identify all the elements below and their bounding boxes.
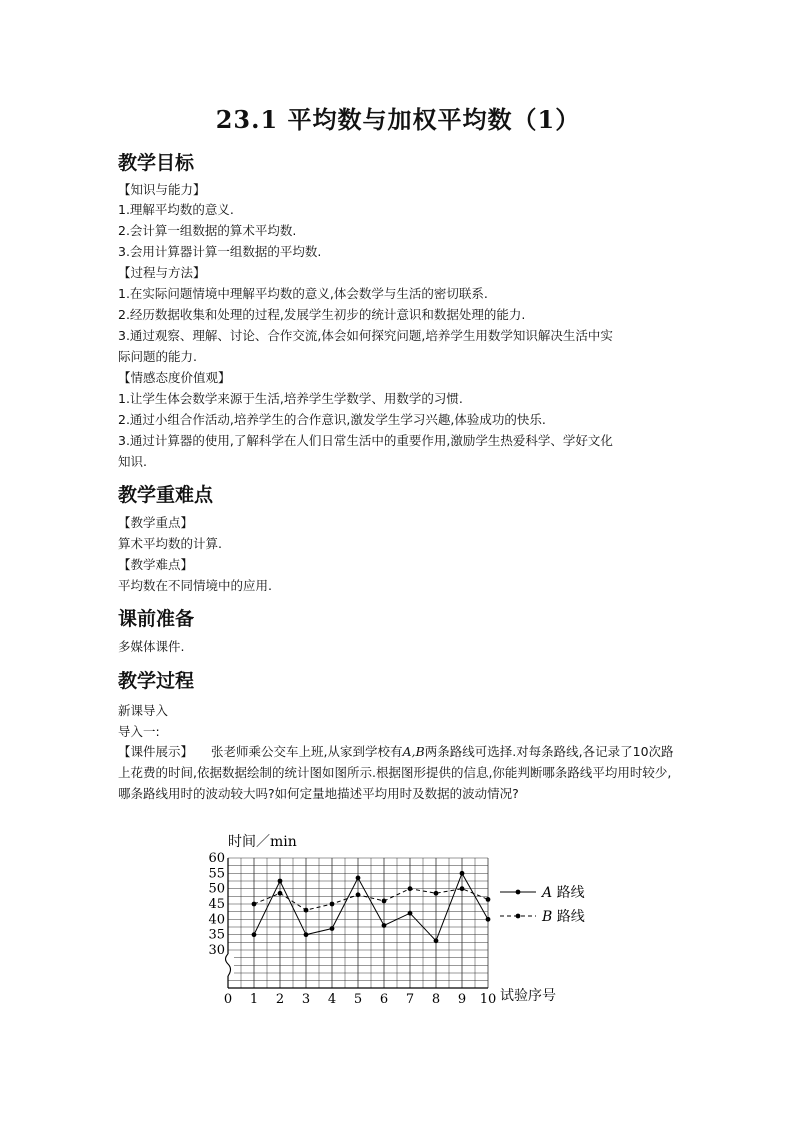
y-tick-label: 45	[208, 897, 225, 912]
data-point	[408, 886, 413, 891]
data-point	[434, 891, 439, 896]
x-tick-label: 10	[479, 992, 497, 1007]
legend-label: A 路线	[542, 885, 585, 901]
x-tick-label: 6	[379, 992, 389, 1007]
process-heading: 教学过程	[118, 670, 195, 692]
data-point	[486, 917, 491, 922]
data-point	[434, 938, 439, 943]
data-point	[330, 902, 335, 907]
process-label: 【过程与方法】	[118, 265, 206, 280]
prep-text: 多媒体课件.	[118, 639, 185, 654]
focus-text: 算术平均数的计算.	[118, 536, 222, 551]
x-tick-label: 0	[223, 992, 233, 1007]
knowledge-item: 2.会计算一组数据的算术平均数.	[118, 223, 297, 238]
data-point	[278, 879, 283, 884]
y-tick-label: 35	[208, 927, 225, 943]
data-point	[330, 926, 335, 931]
data-point	[486, 897, 491, 902]
goals-heading: 教学目标	[118, 152, 195, 174]
process-item: 际问题的能力.	[118, 349, 197, 364]
knowledge-item: 3.会用计算器计算一组数据的平均数.	[118, 244, 322, 259]
route-time-chart	[200, 828, 620, 1008]
y-tick-label: 60	[208, 851, 225, 866]
legend-marker	[516, 914, 521, 919]
data-point	[460, 871, 465, 876]
y-tick-label: 30	[208, 943, 225, 958]
chart-axes	[222, 858, 488, 988]
data-point	[304, 932, 309, 937]
process-item: 1.在实际问题情境中理解平均数的意义,体会数学与生活的密切联系.	[118, 286, 488, 301]
para-text-a: 张老师乘公交车上班,从家到学校有	[211, 744, 403, 759]
difficulty-text: 平均数在不同情境中的应用.	[118, 578, 272, 593]
intro-text: 新课导入	[118, 703, 169, 718]
data-point	[252, 902, 257, 907]
page-title: 23.1 平均数与加权平均数（1）	[215, 105, 581, 134]
x-tick-label: 5	[353, 992, 363, 1007]
y-tick-label: 55	[208, 866, 225, 882]
data-point	[278, 891, 283, 896]
prep-heading: 课前准备	[118, 608, 195, 630]
x-tick-label: 7	[405, 992, 415, 1007]
data-point	[356, 892, 361, 897]
para-vars: A,B	[402, 744, 425, 759]
process-item: 2.经历数据收集和处理的过程,发展学生初步的统计意识和数据处理的能力.	[118, 307, 526, 322]
attitude-item: 知识.	[118, 454, 147, 469]
y-tick-label: 50	[208, 881, 225, 897]
intro-paragraph	[118, 741, 678, 804]
attitude-item: 1.让学生体会数学来源于生活,培养学生学数学、用数学的习惯.	[118, 391, 463, 406]
data-point	[356, 876, 361, 881]
chart-legend	[500, 884, 585, 925]
data-point	[252, 932, 257, 937]
intro1-text: 导入一:	[118, 724, 160, 739]
focus-label: 【教学重点】	[118, 515, 194, 530]
x-tick-label: 4	[327, 992, 337, 1007]
data-point	[408, 911, 413, 916]
x-tick-label: 8	[431, 992, 441, 1007]
knowledge-label: 【知识与能力】	[118, 182, 206, 197]
process-item: 3.通过观察、理解、讨论、合作交流,体会如何探究问题,培养学生用数学知识解决生活中实	[118, 328, 613, 343]
x-tick-label: 2	[275, 992, 285, 1007]
difficulty-label: 【教学难点】	[118, 557, 194, 572]
x-tick-label: 3	[301, 992, 311, 1007]
attitude-item: 3.通过计算器的使用,了解科学在人们日常生活中的重要作用,激励学生热爱科学、学好文化	[118, 433, 613, 448]
y-tick-label: 40	[208, 912, 225, 928]
para-text-b: 两条路线可选择.对每条路线,各记录了10次路上花费的时间,依据数据绘制的统计图如图所示.根据图形提供的信息,你能判断哪条路线平均用时较少,哪条路线用时的波动较大吗?如何定量地描述平均用时及数据的波动情况?	[118, 744, 674, 801]
data-point	[460, 886, 465, 891]
x-tick-label: 1	[249, 992, 259, 1007]
x-axis-label: 试验序号	[500, 988, 556, 1004]
attitude-item: 2.通过小组合作活动,培养学生的合作意识,激发学生学习兴趣,体验成功的快乐.	[118, 412, 546, 427]
chart-tick-labels	[208, 851, 496, 1007]
y-axis-label: 时间／min	[228, 834, 297, 850]
data-point	[382, 899, 387, 904]
attitude-label: 【情感态度价值观】	[118, 370, 231, 385]
legend-marker	[516, 890, 521, 895]
key-points-heading: 教学重难点	[118, 484, 214, 506]
data-point	[304, 908, 309, 913]
show-label: 【课件展示】	[118, 744, 194, 759]
knowledge-item: 1.理解平均数的意义.	[118, 202, 234, 217]
data-point	[382, 923, 387, 928]
legend-label: B 路线	[542, 909, 585, 925]
x-tick-label: 9	[457, 992, 467, 1007]
